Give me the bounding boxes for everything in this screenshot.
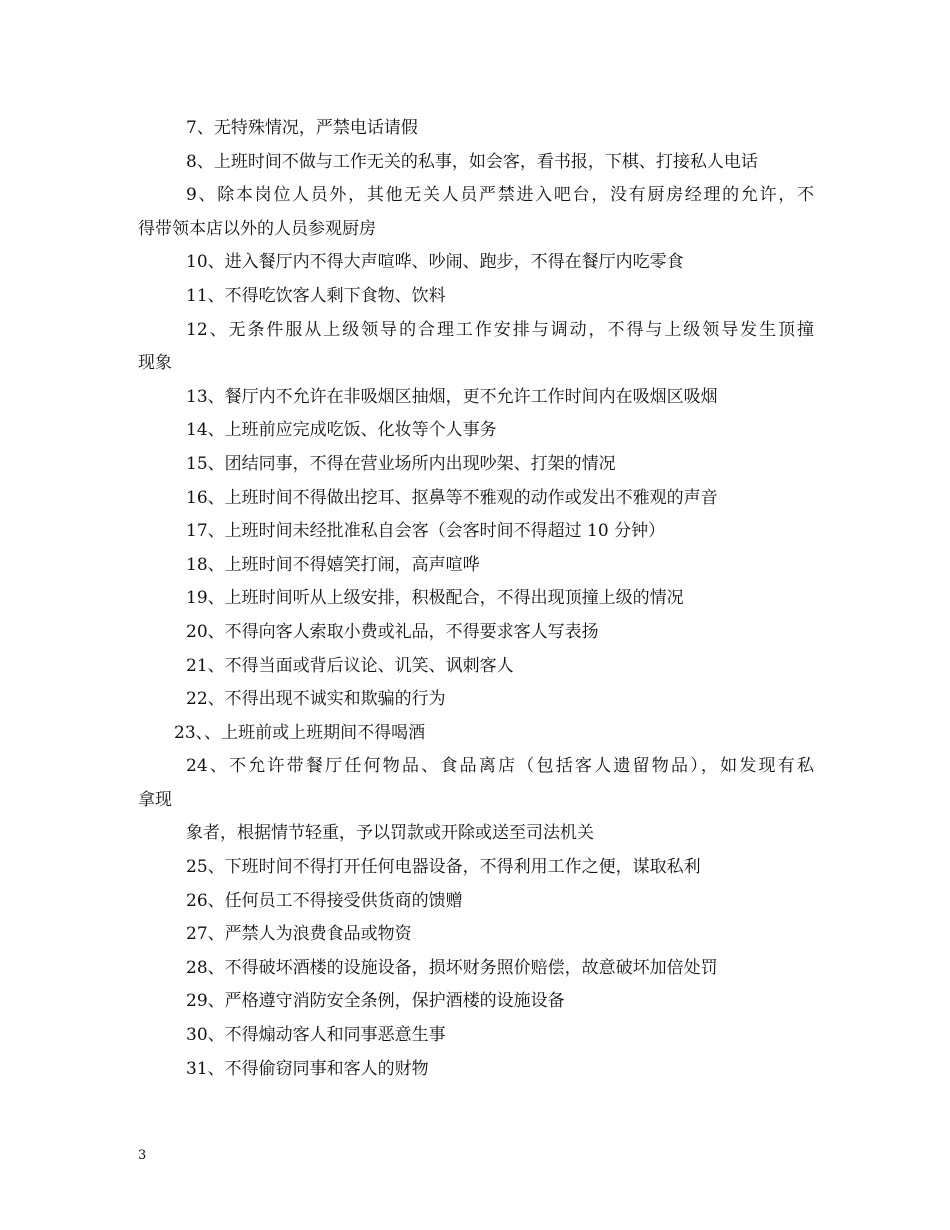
rule-27: 27、严禁人为浪费食品或物资 — [186, 924, 412, 945]
rule-23: 23、、上班前或上班期间不得喝酒 — [174, 722, 426, 743]
rule-10: 10、进入餐厅内不得大声喧哗、吵闹、跑步，不得在餐厅内吃零食 — [186, 252, 684, 273]
page-number: 3 — [138, 1148, 147, 1163]
rule-20: 20、不得向客人索取小费或礼品，不得要求客人写表扬 — [186, 621, 599, 642]
rule-14: 14、上班前应完成吃饭、化妆等个人事务 — [186, 420, 497, 441]
rule-28: 28、不得破坏酒楼的设施设备，损坏财务照价赔偿，故意破坏加倍处罚 — [186, 957, 718, 978]
rules-list — [138, 112, 814, 1086]
rule-18: 18、上班时间不得嬉笑打闹，高声喧哗 — [186, 554, 480, 575]
rule-21: 21、不得当面或背后议论、讥笑、讽刺客人 — [186, 655, 514, 676]
rule-12-continued: 现象 — [138, 353, 172, 374]
rule-12: 12、无条件服从上级领导的合理工作安排与调动，不得与上级领导发生顶撞 — [186, 319, 814, 340]
rule-26: 26、任何员工不得接受供货商的馈赠 — [186, 890, 463, 911]
rule-24-continued: 拿现 — [138, 789, 172, 810]
rule-19: 19、上班时间听从上级安排，积极配合，不得出现顶撞上级的情况 — [186, 588, 684, 609]
rule-17: 17、上班时间未经批准私自会客（会客时间不得超过 10 分钟） — [186, 521, 666, 542]
rule-24: 24、不允许带餐厅任何物品、食品离店（包括客人遗留物品），如发现有私 — [186, 756, 814, 777]
rule-13: 13、餐厅内不允许在非吸烟区抽烟，更不允许工作时间内在吸烟区吸烟 — [186, 386, 718, 407]
rule-16: 16、上班时间不得做出挖耳、抠鼻等不雅观的动作或发出不雅观的声音 — [186, 487, 718, 508]
rule-24-continued-2: 象者，根据情节轻重，予以罚款或开除或送至司法机关 — [186, 823, 594, 844]
rule-11: 11、不得吃饮客人剩下食物、饮料 — [186, 285, 446, 306]
rule-30: 30、不得煽动客人和同事恶意生事 — [186, 1025, 446, 1046]
rule-8: 8、上班时间不做与工作无关的私事，如会客，看书报，下棋、打接私人电话 — [186, 151, 758, 172]
rule-22: 22、不得出现不诚实和欺骗的行为 — [186, 689, 446, 710]
rule-9-continued: 得带领本店以外的人员参观厨房 — [138, 218, 376, 239]
rule-25: 25、下班时间不得打开任何电器设备，不得利用工作之便，谋取私利 — [186, 857, 701, 878]
rule-31: 31、不得偷窃同事和客人的财物 — [186, 1058, 429, 1079]
rule-15: 15、团结同事，不得在营业场所内出现吵架、打架的情况 — [186, 453, 616, 474]
rule-9: 9、除本岗位人员外，其他无关人员严禁进入吧台，没有厨房经理的允许，不 — [186, 185, 814, 206]
rule-7: 7、无特殊情况，严禁电话请假 — [186, 118, 418, 138]
rule-29: 29、严格遵守消防安全条例，保护酒楼的设施设备 — [186, 991, 565, 1012]
